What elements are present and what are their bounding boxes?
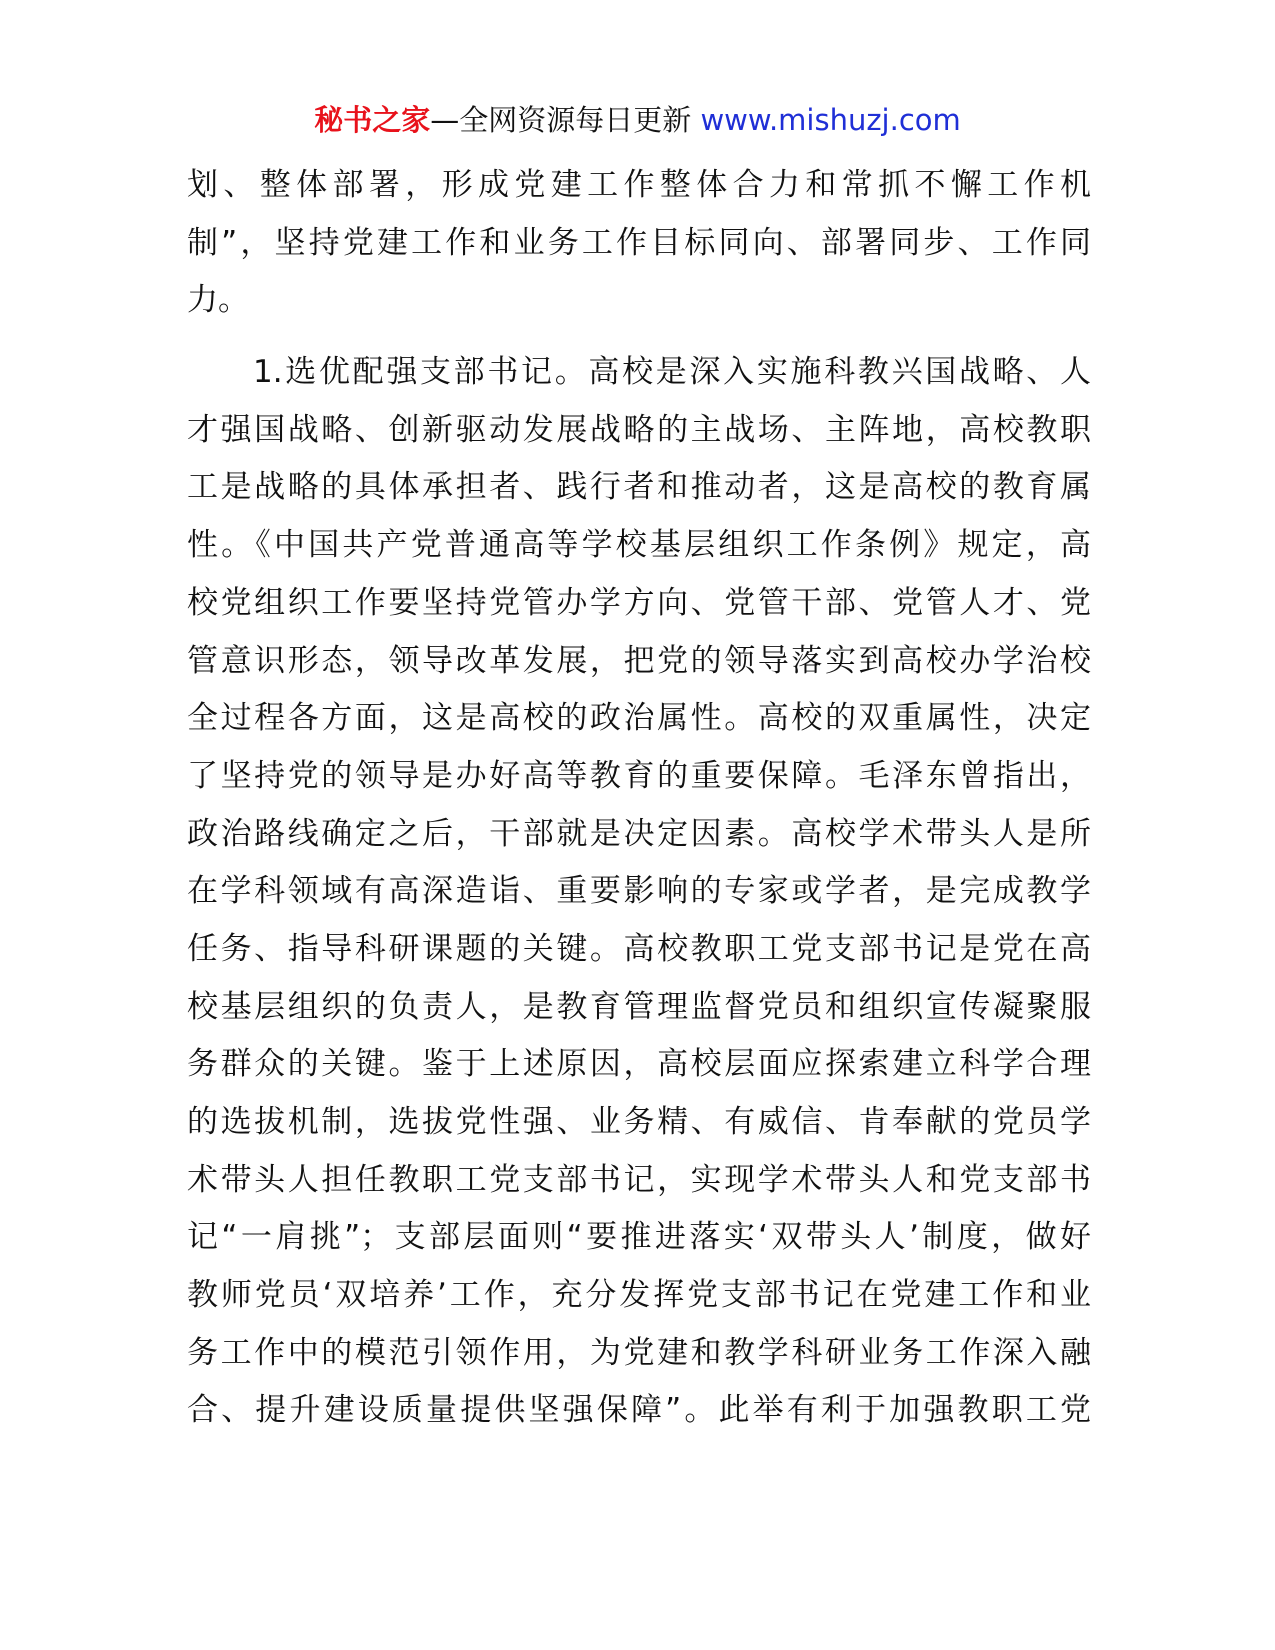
text-line: 政治路线确定之后，干部就是决定因素。高校学术带头人是所 [187, 815, 1091, 852]
text-line: 教师党员‘双培养’工作，充分发挥党支部书记在党建工作和业 [187, 1277, 1091, 1314]
text-line: 的选拔机制，选拔党性强、业务精、有威信、肯奉献的党员学 [187, 1104, 1091, 1140]
text-line: 制”，坚持党建工作和业务工作目标同向、部署同步、工作同 [187, 224, 1091, 261]
text-line: 校党组织工作要坚持党管办学方向、党管干部、党管人才、党 [187, 584, 1091, 621]
text-line: 1.选优配强支部书记。高校是深入实施科教兴国战略、人 [253, 354, 1091, 391]
paragraph-1 [187, 157, 1091, 330]
text-line: 性。《中国共产党普通高等学校基层组织工作条例》规定，高 [187, 527, 1091, 564]
text-line: 了坚持党的领导是办好高等教育的重要保障。毛泽东曾指出， [187, 757, 1091, 794]
text-line: 术带头人担任教职工党支部书记，实现学术带头人和党支部书 [187, 1161, 1091, 1198]
text-line: 划、整体部署，形成党建工作整体合力和常抓不懈工作机 [187, 167, 1091, 203]
header-url-link[interactable]: www.mishuzj.com [700, 103, 961, 137]
paragraph-gap [187, 330, 1091, 344]
document-body [187, 157, 1091, 1440]
text-line: 工是战略的具体承担者、践行者和推动者，这是高校的教育属 [187, 469, 1091, 506]
text-line: 全过程各方面，这是高校的政治属性。高校的双重属性，决定 [187, 700, 1091, 737]
text-line: 校基层组织的负责人，是教育管理监督党员和组织宣传凝聚服 [187, 988, 1091, 1025]
text-line: 务群众的关键。鉴于上述原因，高校层面应探索建立科学合理 [187, 1046, 1091, 1083]
text-line: 才强国战略、创新驱动发展战略的主战场、主阵地，高校教职 [187, 411, 1091, 448]
header-brand: 秘书之家 [314, 103, 431, 137]
text-line: 在学科领域有高深造诣、重要影响的专家或学者，是完成教学 [187, 873, 1091, 910]
text-line: 合、提升建设质量提供坚强保障”。此举有利于加强教职工党 [187, 1392, 1091, 1429]
text-line: 记“一肩挑”；支部层面则“要推进落实‘双带头人’制度，做好 [187, 1219, 1091, 1256]
page-header [0, 100, 1275, 140]
text-line: 任务、指导科研课题的关键。高校教职工党支部书记是党在高 [187, 930, 1091, 967]
text-line: 力。 [187, 282, 249, 319]
header-tagline: —全网资源每日更新 [430, 103, 701, 137]
text-line: 务工作中的模范引领作用，为党建和教学科研业务工作深入融 [187, 1334, 1091, 1371]
text-line: 管意识形态，领导改革发展，把党的领导落实到高校办学治校 [187, 642, 1091, 679]
paragraph-2 [187, 344, 1091, 1440]
